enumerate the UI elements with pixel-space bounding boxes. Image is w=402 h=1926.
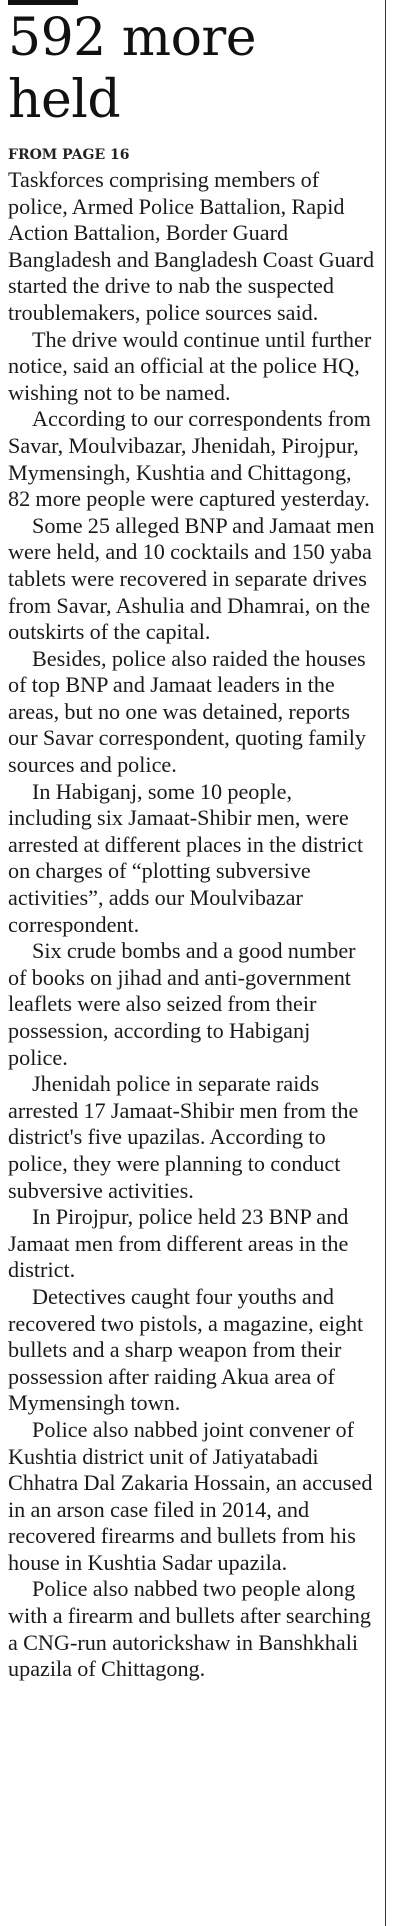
paragraph: Jhenidah police in separate raids arrested 17 Jamaat-Shibir men from the district's five upazilas. According to police, they were planning to conduct subversive activities. xyxy=(8,1071,359,1203)
paragraph: Some 25 alleged BNP and Jamaat men were held, and 10 cocktails and 150 yaba tablets were recovered in separate drives from Savar, Ashulia and Dhamrai, on the outskirts of the capital. xyxy=(8,512,375,645)
top-rule xyxy=(8,0,78,5)
paragraph: The drive would continue until further notice, said an official at the police HQ, wishing not to be named. xyxy=(8,326,372,405)
jump-line: FROM PAGE 16 xyxy=(8,147,130,163)
paragraph: Six crude bombs and a good number of books on jihad and anti-government leaflets were also seized from their possession, according to Habiganj police. xyxy=(8,938,356,1070)
news-article xyxy=(8,0,386,1926)
paragraph: Besides, police also raided the houses of top BNP and Jamaat leaders in the areas, but no one was detained, reports our Savar correspondent, quoting family sources and police. xyxy=(8,645,367,778)
paragraph: Taskforces comprising members of police, Armed Police Battalion, Rapid Action Battalion, Border Guard Bangladesh and Bangladesh Coast Guard started the drive to nab the suspected troublemakers, police sources said. xyxy=(8,167,375,325)
paragraph: In Pirojpur, police held 23 BNP and Jamaat men from different areas in the district. xyxy=(8,1204,349,1283)
paragraph: According to our correspondents from Savar, Moulvibazar, Jhenidah, Pirojpur, Mymensingh, Kushtia and Chittagong, 82 more people were captured yesterday. xyxy=(8,406,371,512)
paragraph: In Habiganj, some 10 people, including six Jamaat-Shibir men, were arrested at different places in the district on charges of “plotting subversive activities”, adds our Moulvibazar correspondent. xyxy=(8,778,364,937)
paragraph: Police also nabbed joint convener of Kushtia district unit of Jatiyatabadi Chhatra Dal Zakaria Hossain, an accused in an arson case filed in 2014, and recovered firearms and bullets from his house in Kushtia Sadar upazila. xyxy=(8,1416,373,1575)
headline: 592 more held xyxy=(8,8,257,130)
paragraph: Police also nabbed two people along with a firearm and bullets after searching a CNG-run autorickshaw in Banshkhali upazila of Chittagong. xyxy=(8,1576,371,1682)
paragraph: Detectives caught four youths and recovered two pistols, a magazine, eight bullets and a sharp weapon from their possession after raiding Akua area of Mymensingh town. xyxy=(8,1283,364,1416)
